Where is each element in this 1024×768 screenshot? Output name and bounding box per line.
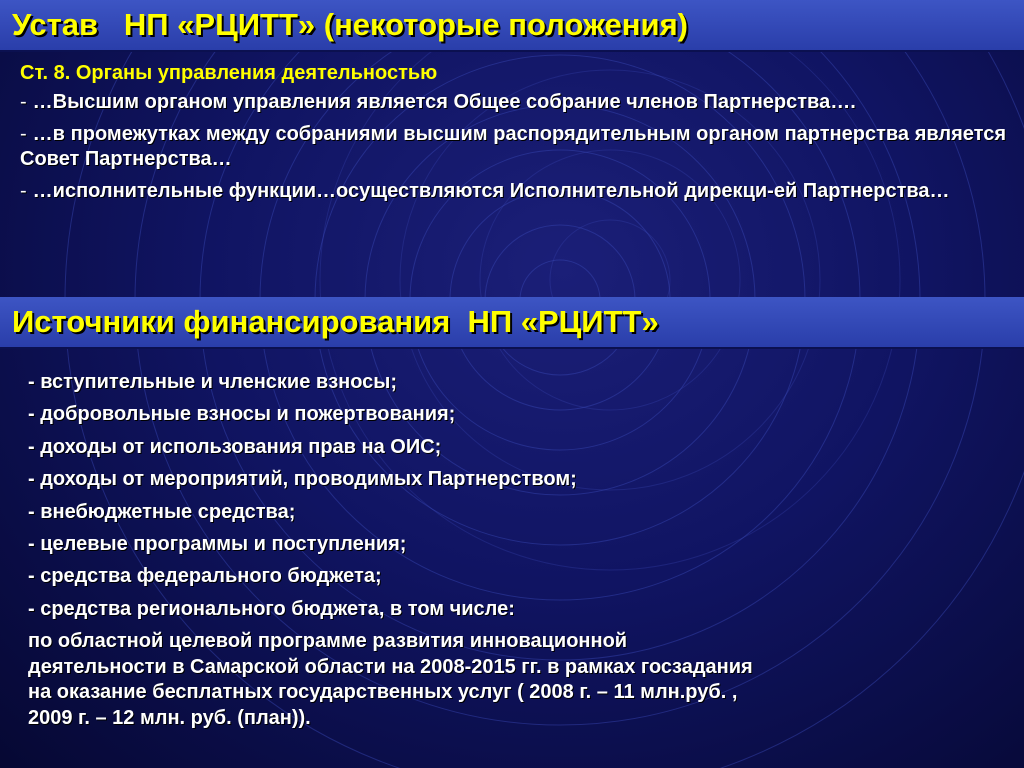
charter-item: - …исполнительные функции…осуществляются Исполнительной дирекци-ей Партнерства… (20, 180, 950, 202)
note-line: 2009 г. – 12 млн. руб. (план)). (28, 706, 311, 729)
charter-section (20, 60, 1006, 211)
list-item: - вступительные и членские взносы; (28, 371, 398, 393)
note-line: деятельности в Самарской области на 2008-2015 гг. в рамках госзадания (28, 655, 753, 678)
list-item: - внебюджетные средства; (28, 500, 296, 523)
note-line: на оказание бесплатных государственных услуг ( 2008 г. – 11 млн.руб. , (28, 681, 738, 704)
slide-title: Устав НП «РЦИТТ» (некоторые положения) (12, 7, 688, 42)
list-item: - средства регионального бюджета, в том числе: (28, 597, 515, 620)
list-item: - доходы от мероприятий, проводимых Партнерством; (28, 468, 577, 491)
funding-title: Источники финансирования НП «РЦИТТ» (12, 304, 659, 339)
charter-item: - …Высшим органом управления является Общее собрание членов Партнерства…. (20, 91, 856, 113)
list-item: - целевые программы и поступления; (28, 532, 407, 555)
list-item: - добровольные взносы и пожертвования; (28, 403, 456, 426)
regional-program-note (28, 629, 988, 731)
list-item: - средства федерального бюджета; (28, 565, 382, 588)
charter-item: - …в промежутках между собраниями высшим распорядительным органом партнерства является Совет Партнерства… (20, 123, 1006, 170)
note-line: по областной целевой программе развития инновационной (28, 630, 628, 653)
article-heading: Ст. 8. Органы управления деятельностью (20, 62, 438, 84)
list-item: - доходы от использования прав на ОИС; (28, 435, 442, 458)
funding-list (28, 370, 988, 731)
